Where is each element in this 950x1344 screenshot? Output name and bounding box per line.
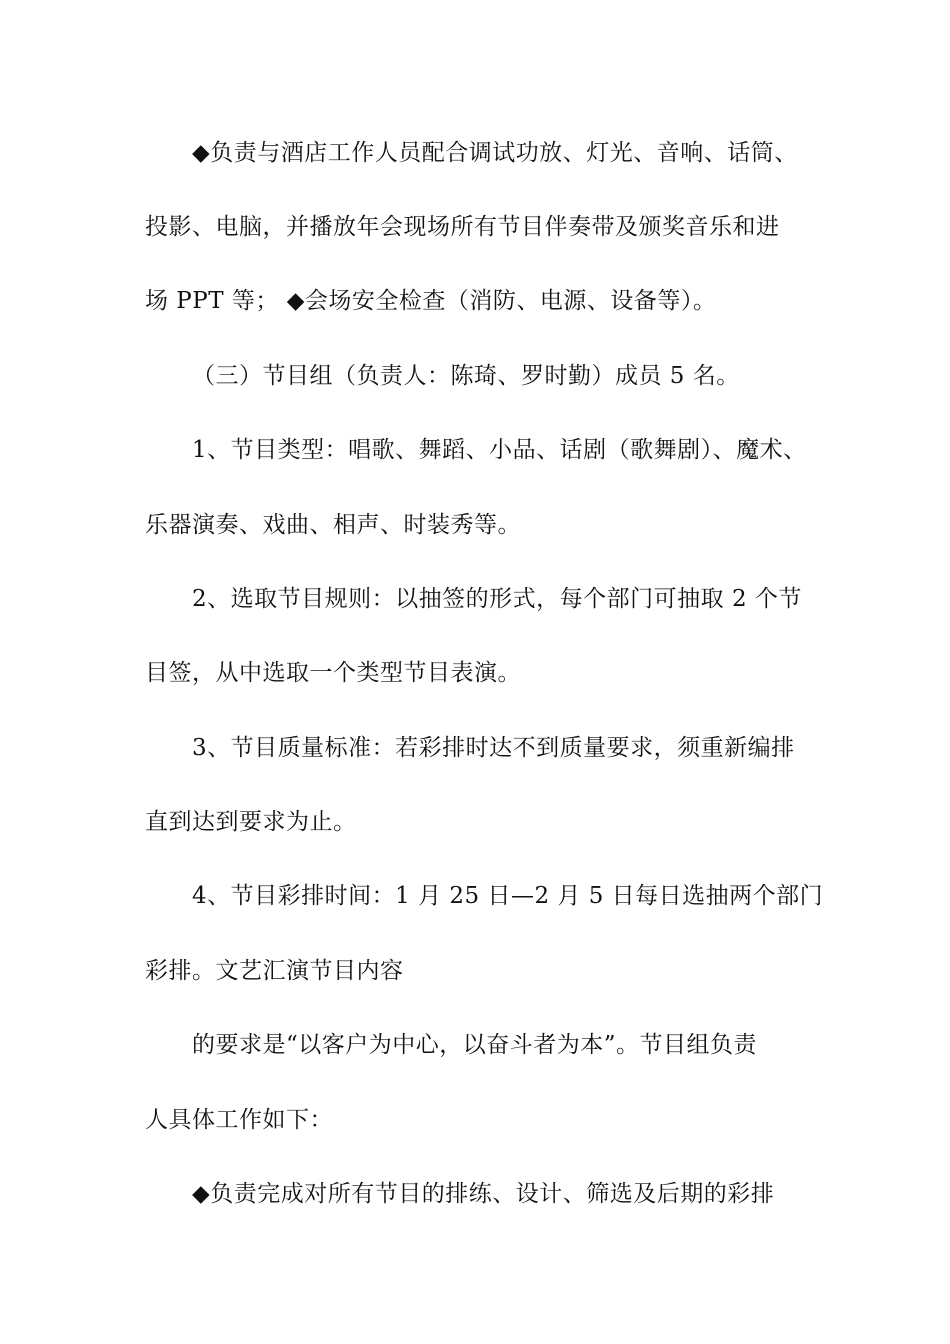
paragraph-line: 的要求是“以客户为中心，以奋斗者为本”。节目组负责 <box>192 1032 758 1058</box>
paragraph-line: 场 PPT 等； ◆会场安全检查（消防、电源、设备等）。 <box>145 288 717 314</box>
paragraph-line: 3、节目质量标准：若彩排时达不到质量要求，须重新编排 <box>192 735 795 761</box>
paragraph-line: 投影、电脑，并播放年会现场所有节目伴奏带及颁奖音乐和进 <box>145 214 780 240</box>
paragraph-line: 目签，从中选取一个类型节目表演。 <box>145 660 521 686</box>
paragraph-line: 乐器演奏、戏曲、相声、时装秀等。 <box>145 512 521 538</box>
paragraph-line: ◆负责完成对所有节目的排练、设计、筛选及后期的彩排 <box>192 1181 775 1207</box>
paragraph-line: 4、节目彩排时间：1 月 25 日—2 月 5 日每日选抽两个部门 <box>192 883 824 909</box>
section-heading: （三）节目组（负责人：陈琦、罗时勤）成员 5 名。 <box>192 363 740 389</box>
paragraph-line: 彩排。文艺汇演节目内容 <box>145 958 404 984</box>
paragraph-line: 1、节目类型：唱歌、舞蹈、小品、话剧（歌舞剧）、魔术、 <box>192 437 807 463</box>
paragraph-line: 直到达到要求为止。 <box>145 809 357 835</box>
paragraph-line: 2、选取节目规则：以抽签的形式，每个部门可抽取 2 个节 <box>192 586 802 612</box>
paragraph-line: ◆负责与酒店工作人员配合调试功放、灯光、音响、话筒、 <box>192 140 798 166</box>
paragraph-line: 人具体工作如下： <box>145 1107 333 1133</box>
